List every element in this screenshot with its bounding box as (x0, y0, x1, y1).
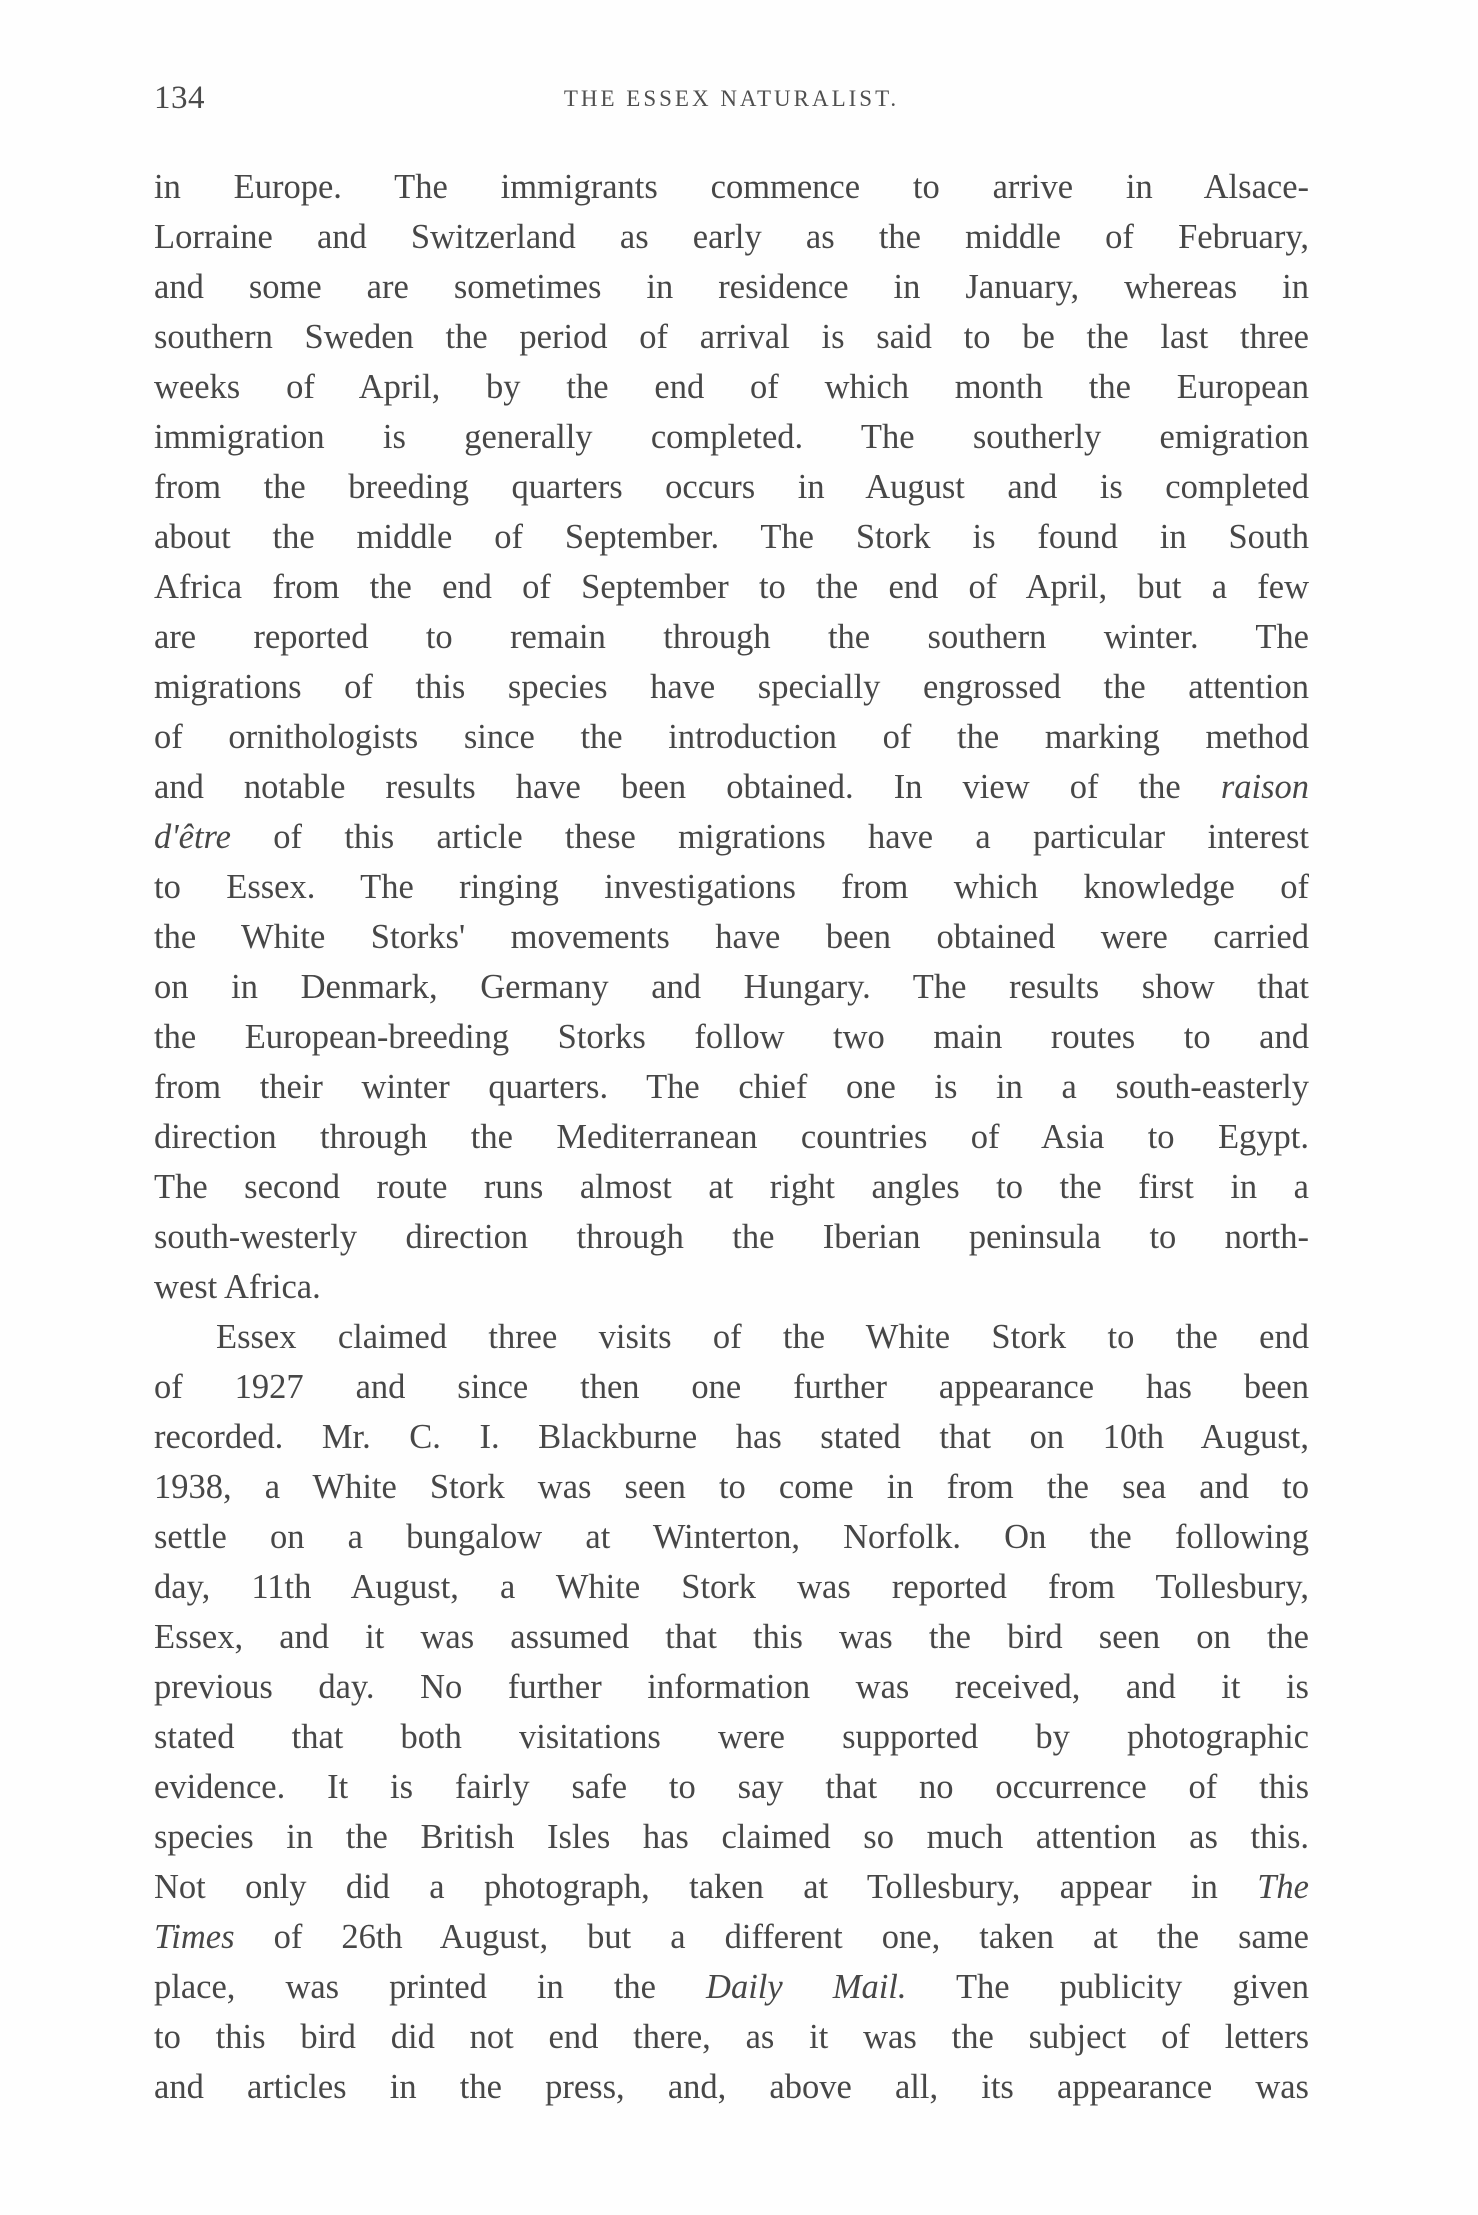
text-line (154, 412, 1309, 462)
text-line (154, 362, 1309, 412)
text-line (154, 2062, 1309, 2112)
text-line (154, 712, 1309, 762)
text-segment: to Essex. The ringing investigations from which knowledge of (154, 868, 1309, 906)
text-segment: west Africa. (154, 1268, 321, 1306)
text-line (154, 512, 1309, 562)
text-segment: weeks of April, by the end of which month the European (154, 368, 1309, 406)
text-line (154, 612, 1309, 662)
text-segment: and some are sometimes in residence in January, whereas in (154, 268, 1309, 306)
text-segment: southern Sweden the period of arrival is said to be the last three (154, 318, 1309, 356)
text-segment: of 26th August, but a different one, taken at the same (234, 1918, 1309, 1956)
text-segment: immigration is generally completed. The southerly emigration (154, 418, 1309, 456)
text-segment: the European-breeding Storks follow two main routes to and (154, 1018, 1309, 1056)
italic-text: Daily Mail. (706, 1968, 907, 2006)
text-segment: to this bird did not end there, as it was the subject of letters (154, 2018, 1309, 2056)
text-segment: on in Denmark, Germany and Hungary. The results show that (154, 968, 1309, 1006)
page-number: 134 (154, 80, 205, 116)
text-line (154, 1412, 1309, 1462)
text-line (154, 162, 1309, 212)
text-line (154, 1112, 1309, 1162)
text-segment: Lorraine and Switzerland as early as the middle of February, (154, 218, 1309, 256)
body-text (154, 162, 1309, 2112)
text-line (154, 1612, 1309, 1662)
text-line (154, 1012, 1309, 1062)
text-line (154, 1212, 1309, 1262)
text-segment: Africa from the end of September to the end of April, but a few (154, 568, 1309, 606)
italic-text: d'être (154, 818, 231, 856)
text-segment: from the breeding quarters occurs in August and is completed (154, 468, 1309, 506)
journal-title: THE ESSEX NATURALIST. (563, 86, 900, 111)
text-line (154, 212, 1309, 262)
text-line (154, 1312, 1309, 1362)
text-line (154, 1362, 1309, 1412)
text-segment: recorded. Mr. C. I. Blackburne has stated that on 10th August, (154, 1418, 1309, 1456)
text-line (154, 762, 1309, 812)
text-segment: migrations of this species have specially engrossed the attention (154, 668, 1309, 706)
text-line (154, 1262, 1309, 1312)
text-segment: of 1927 and since then one further appearance has been (154, 1368, 1309, 1406)
italic-text: The (1257, 1868, 1309, 1906)
text-segment: 1938, a White Stork was seen to come in from the sea and to (154, 1468, 1309, 1506)
text-line (154, 1762, 1309, 1812)
text-line (154, 1462, 1309, 1512)
text-segment: Not only did a photograph, taken at Tollesbury, appear in (154, 1868, 1258, 1906)
text-line (154, 1062, 1309, 1112)
text-line (154, 1162, 1309, 1212)
text-segment: in Europe. The immigrants commence to arrive in Alsace- (154, 168, 1309, 206)
text-segment: about the middle of September. The Stork is found in South (154, 518, 1309, 556)
text-segment: evidence. It is fairly safe to say that no occurrence of this (154, 1768, 1309, 1806)
italic-text: raison (1220, 768, 1309, 806)
text-segment: from their winter quarters. The chief one is in a south-easterly (154, 1068, 1309, 1106)
text-segment: direction through the Mediterranean countries of Asia to Egypt. (154, 1118, 1309, 1156)
text-segment: Essex claimed three visits of the White Stork to the end (216, 1318, 1309, 1356)
text-segment: place, was printed in the (154, 1968, 707, 2006)
text-segment: and articles in the press, and, above all, its appearance was (154, 2068, 1309, 2106)
text-segment: species in the British Isles has claimed so much attention as this. (154, 1818, 1309, 1856)
text-segment: settle on a bungalow at Winterton, Norfolk. On the following (154, 1518, 1309, 1556)
italic-text: Times (154, 1918, 235, 1956)
text-segment: stated that both visitations were supported by photographic (154, 1718, 1309, 1756)
text-segment: are reported to remain through the southern winter. The (154, 618, 1309, 656)
text-segment: of ornithologists since the introduction of the marking method (154, 718, 1309, 756)
text-line (154, 2012, 1309, 2062)
text-line (154, 862, 1309, 912)
running-head (154, 80, 1309, 130)
text-line (154, 1512, 1309, 1562)
text-line (154, 1962, 1309, 2012)
text-segment: previous day. No further information was received, and it is (154, 1668, 1309, 1706)
text-line (154, 1662, 1309, 1712)
text-line (154, 262, 1309, 312)
text-line (154, 812, 1309, 862)
text-segment: of this article these migrations have a particular interest (231, 818, 1309, 856)
text-segment: day, 11th August, a White Stork was reported from Tollesbury, (154, 1568, 1309, 1606)
text-line (154, 1912, 1309, 1962)
text-segment: Essex, and it was assumed that this was the bird seen on the (154, 1618, 1309, 1656)
text-segment: The publicity given (906, 1968, 1309, 2006)
text-line (154, 962, 1309, 1012)
text-segment: The second route runs almost at right angles to the first in a (154, 1168, 1309, 1206)
text-segment: south-westerly direction through the Iberian peninsula to north- (154, 1218, 1309, 1256)
text-line (154, 1812, 1309, 1862)
text-segment: the White Storks' movements have been obtained were carried (154, 918, 1309, 956)
text-line (154, 662, 1309, 712)
text-line (154, 1862, 1309, 1912)
text-line (154, 562, 1309, 612)
text-line (154, 1712, 1309, 1762)
text-line (154, 312, 1309, 362)
text-line (154, 1562, 1309, 1612)
text-segment: and notable results have been obtained. In view of the (154, 768, 1221, 806)
text-line (154, 912, 1309, 962)
text-line (154, 462, 1309, 512)
